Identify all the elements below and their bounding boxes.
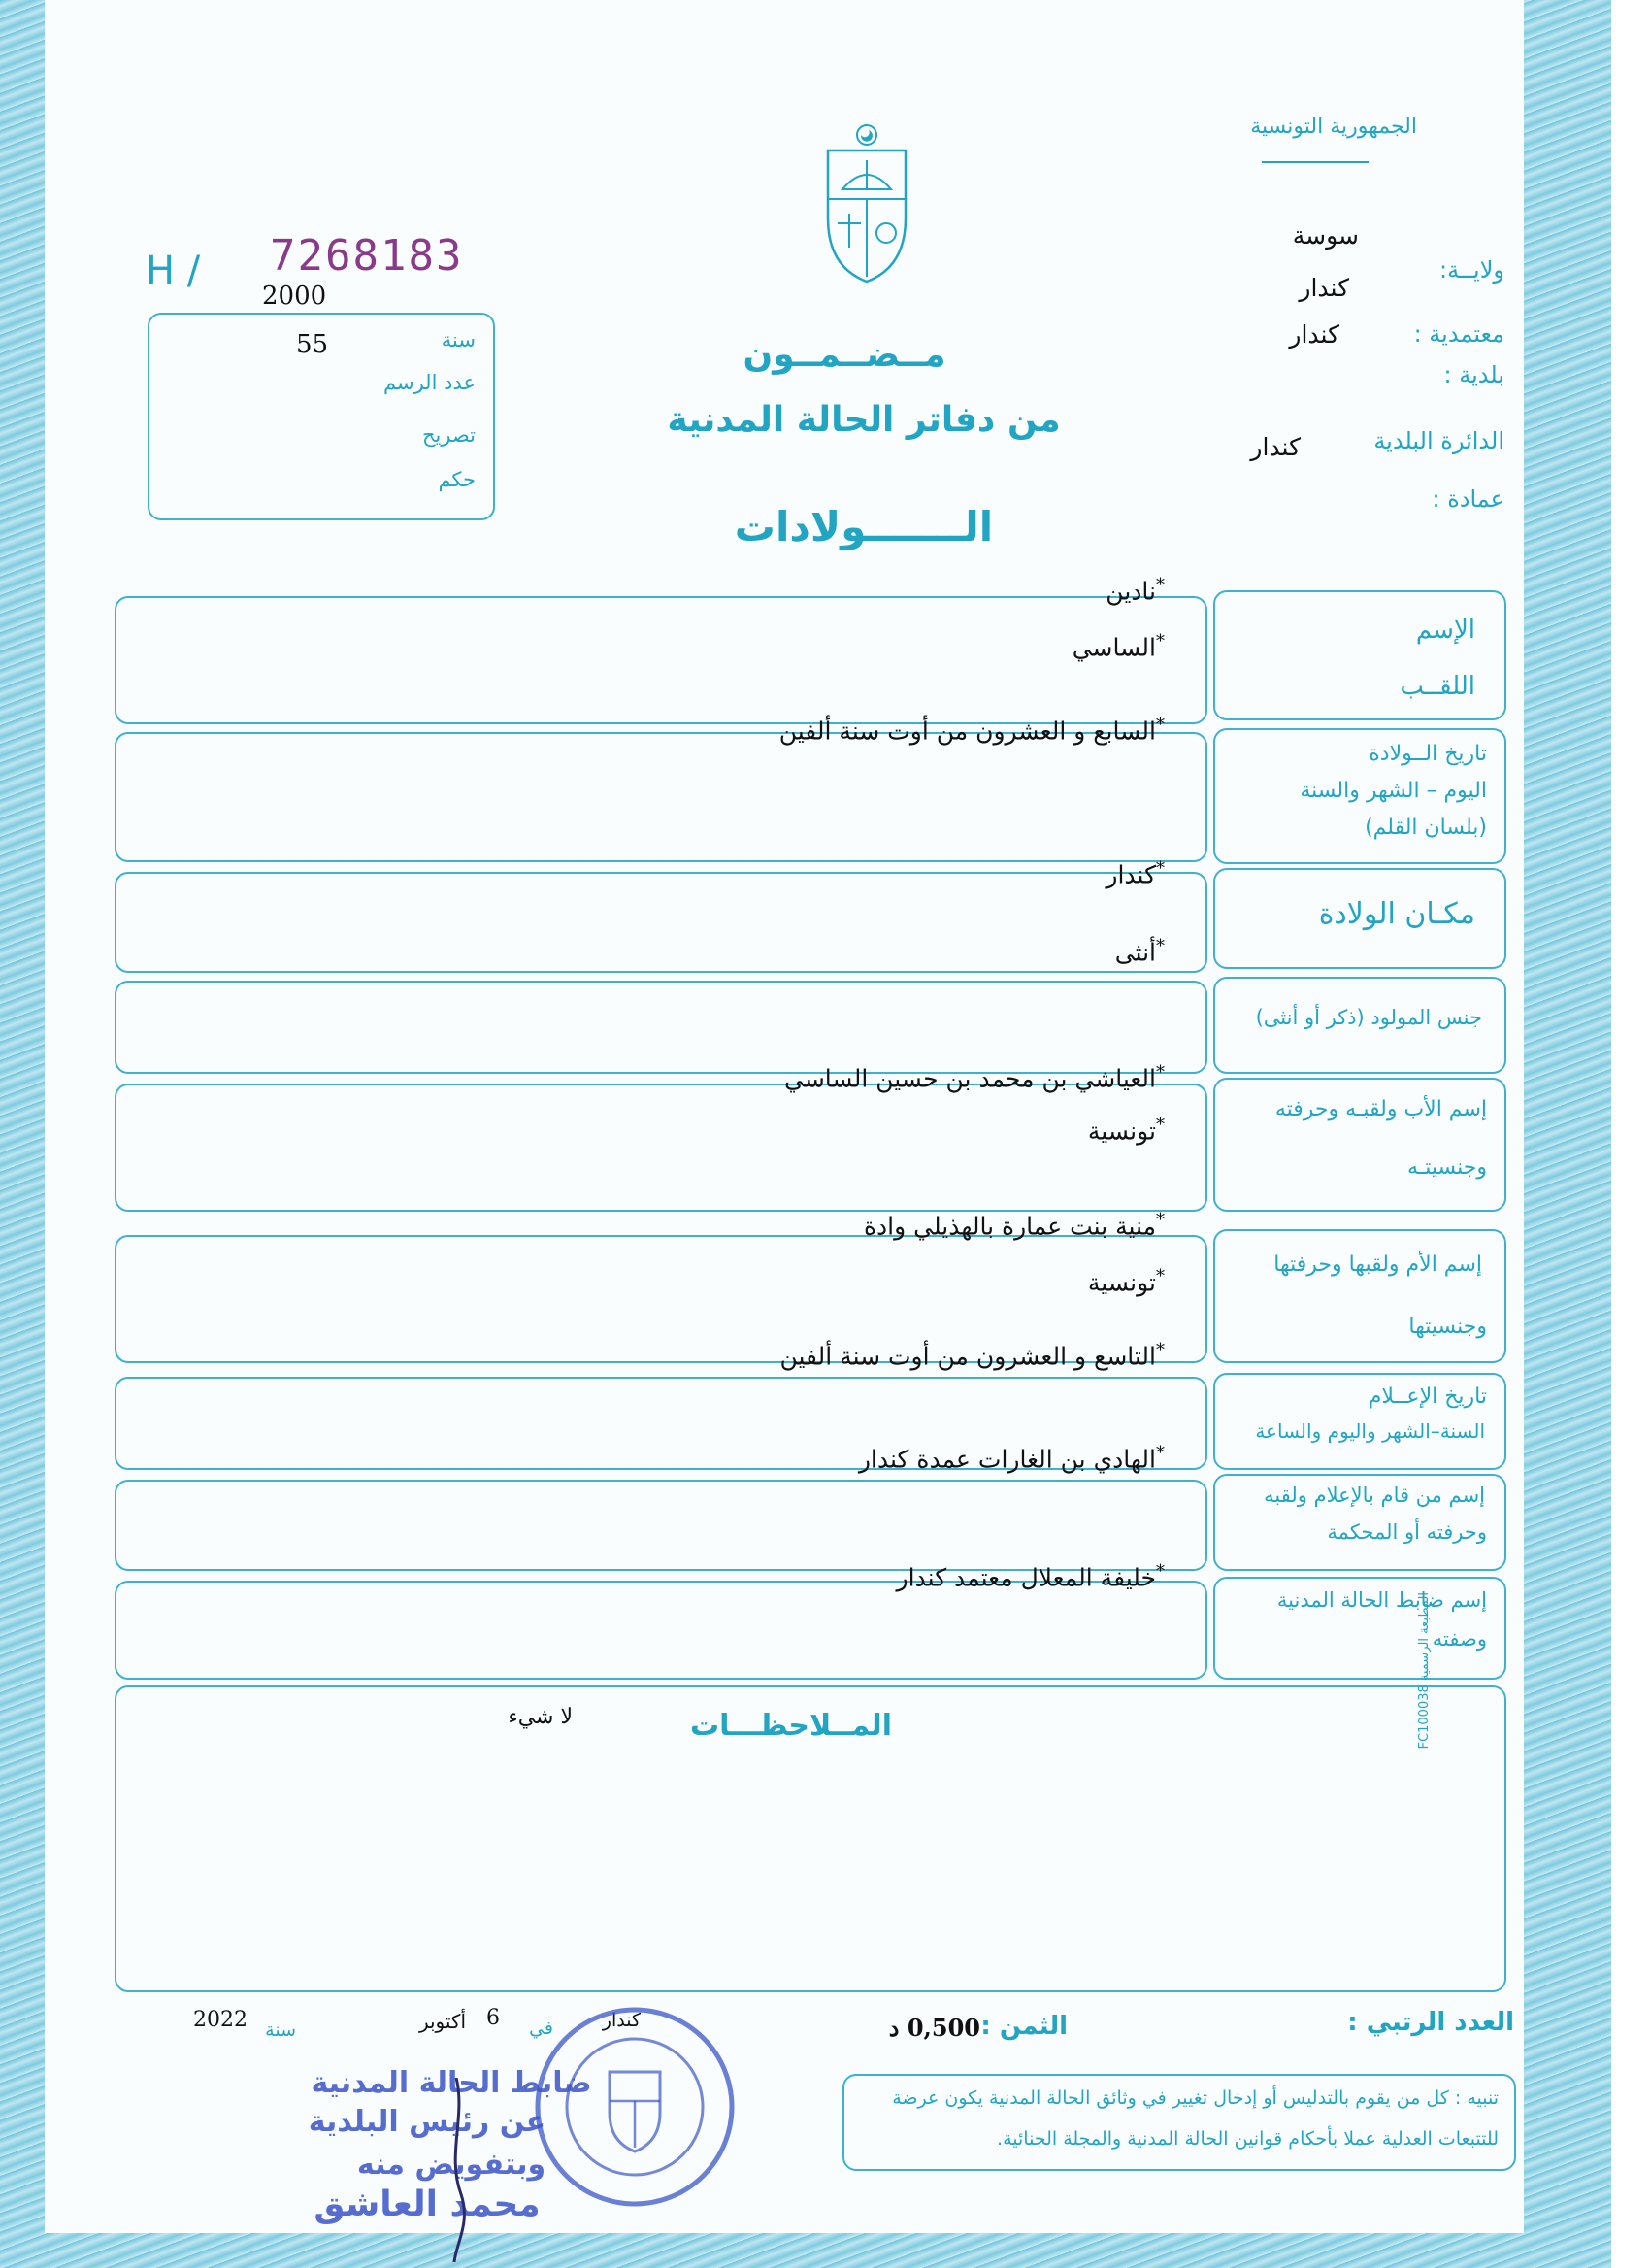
registry-number-label: عدد الرسم (383, 371, 476, 394)
remarks-value: لا شيء (508, 1705, 573, 1729)
mother-nationality: *تونسية (1087, 1266, 1165, 1297)
birthdate-value-box (115, 732, 1207, 862)
warning-line2: للتتبعات العدلية عملا بأحكام قوانين الحالة المدنية والمجلة الجنائية. (997, 2128, 1499, 2150)
signature-line1: ضابط الحالة المدنية (311, 2066, 592, 2100)
father-value-box (115, 1084, 1207, 1212)
officer-label-line1: إسم ضابط الحالة المدنية (1276, 1588, 1487, 1612)
name-label: الإسم (1415, 616, 1475, 645)
daira-label: الدائرة البلدية (1373, 427, 1504, 454)
printer-note: المطبعة الرسمية FC100038 (1417, 1592, 1432, 1750)
declarant-label-line2: وحرفته أو المحكمة (1327, 1520, 1487, 1544)
serial-number: 7268183 (270, 231, 464, 281)
birthdate-label-line3: (بلسان القلم) (1365, 816, 1487, 840)
footer-month: أكتوبر (418, 2010, 466, 2033)
registry-number-value: 55 (296, 330, 329, 359)
father-value: *العياشي بن محمد بن حسين الساسي (784, 1062, 1165, 1093)
birthplace-label: مكـان الولادة (1318, 897, 1475, 931)
father-label-line2: وجنسيتـه (1406, 1155, 1487, 1180)
mother-value: *منية بنت عمارة بالهذيلي وادة (863, 1210, 1165, 1241)
officer-label-line2: وصفته (1432, 1627, 1487, 1651)
gender-value-box (115, 981, 1207, 1074)
declarant-value: *الهادي بن الغارات عمدة كندار (858, 1443, 1165, 1474)
mootamadia-value: كندار (1299, 274, 1349, 302)
footer-in-word: في (529, 2018, 553, 2039)
document-title: مــضــمــون (743, 335, 946, 375)
declared-label-line2: السنة–الشهر واليوم والساعة (1255, 1419, 1485, 1443)
republic-title: الجمهورية التونسية (1250, 115, 1417, 139)
birthdate-value: *السابع و العشرون من أوت سنة ألفين (778, 715, 1165, 746)
mother-label-line2: وجنسيتها (1408, 1315, 1487, 1339)
remarks-label: المــلاحظـــات (690, 1709, 892, 1743)
signature-name: محمد العاشق (314, 2185, 541, 2224)
declarant-value-box (115, 1480, 1207, 1571)
baladia-label: بلدية : (1443, 361, 1504, 388)
footer-serial-label: العدد الرتبي : (1347, 2008, 1514, 2037)
republic-divider (1262, 161, 1369, 163)
mother-label-box (1213, 1229, 1506, 1363)
footer-price-label: الثمن : (980, 2012, 1068, 2041)
registry-judgment-label: حكم (438, 468, 476, 491)
declarant-label-line1: إسم من قام بالإعلام ولقبه (1264, 1484, 1485, 1507)
birthplace-value: *كندار (1106, 858, 1165, 889)
omada-label: عمادة : (1432, 485, 1504, 513)
registry-year-label: سنة (441, 328, 476, 351)
footer-year-value: 2022 (193, 2008, 248, 2032)
father-nationality: *تونسية (1087, 1115, 1165, 1146)
baladia-value: كندار (1289, 320, 1339, 349)
registry-year-value: 2000 (262, 282, 327, 311)
mootamadia-label: معتمدية : (1413, 320, 1504, 348)
officer-value-box (115, 1581, 1207, 1680)
gender-value: *أنثى (1114, 936, 1165, 967)
handwritten-signature (417, 2078, 495, 2262)
declared-label-line1: تاريخ الإعــلام (1368, 1384, 1487, 1409)
footer-day: 6 (486, 2006, 500, 2030)
surname-value: *الساسي (1072, 631, 1165, 662)
wilaya-value: سوسة (1292, 221, 1359, 250)
signature-line3: وبتفويض منه (356, 2148, 546, 2182)
birthdate-label-line2: اليوم – الشهر والسنة (1300, 779, 1487, 803)
officer-value: *خليفة المعلال معتمد كندار (896, 1561, 1165, 1592)
footer-year-label: سنة (265, 2019, 296, 2041)
footer-place: كندار (602, 2010, 641, 2031)
footer-price-value: 0,500 د (888, 2014, 980, 2042)
registry-declaration-label: تصريح (421, 423, 476, 447)
daira-value: كندار (1250, 433, 1301, 461)
warning-line1: تنبيه : كل من يقوم بالتدليس أو إدخال تغيير في وثائق الحالة المدنية يكون عرضة (892, 2087, 1499, 2109)
signature-line2: عن رئيس البلدية (308, 2105, 546, 2139)
declared-value: *التاسع و العشرون من أوت سنة ألفين (779, 1340, 1165, 1371)
father-label-line1: إسم الأب ولقبـه وحرفته (1274, 1097, 1487, 1121)
coat-of-arms-emblem (818, 121, 915, 286)
gender-label: جنس المولود (ذكر أو أنثى) (1255, 1006, 1482, 1029)
serial-prefix: H / (146, 249, 201, 293)
mother-label-line1: إسم الأم ولقبها وحرفتها (1273, 1252, 1482, 1277)
wilaya-label: ولايــة: (1439, 256, 1504, 284)
surname-label: اللقــب (1400, 672, 1475, 701)
document-subtitle: من دفاتر الحالة المدنية (667, 400, 1061, 440)
section-title-births: الـــــــولادات (734, 503, 994, 550)
name-value: *نادين (1106, 575, 1165, 606)
birthdate-label-line1: تاريخ الــولادة (1369, 742, 1487, 766)
